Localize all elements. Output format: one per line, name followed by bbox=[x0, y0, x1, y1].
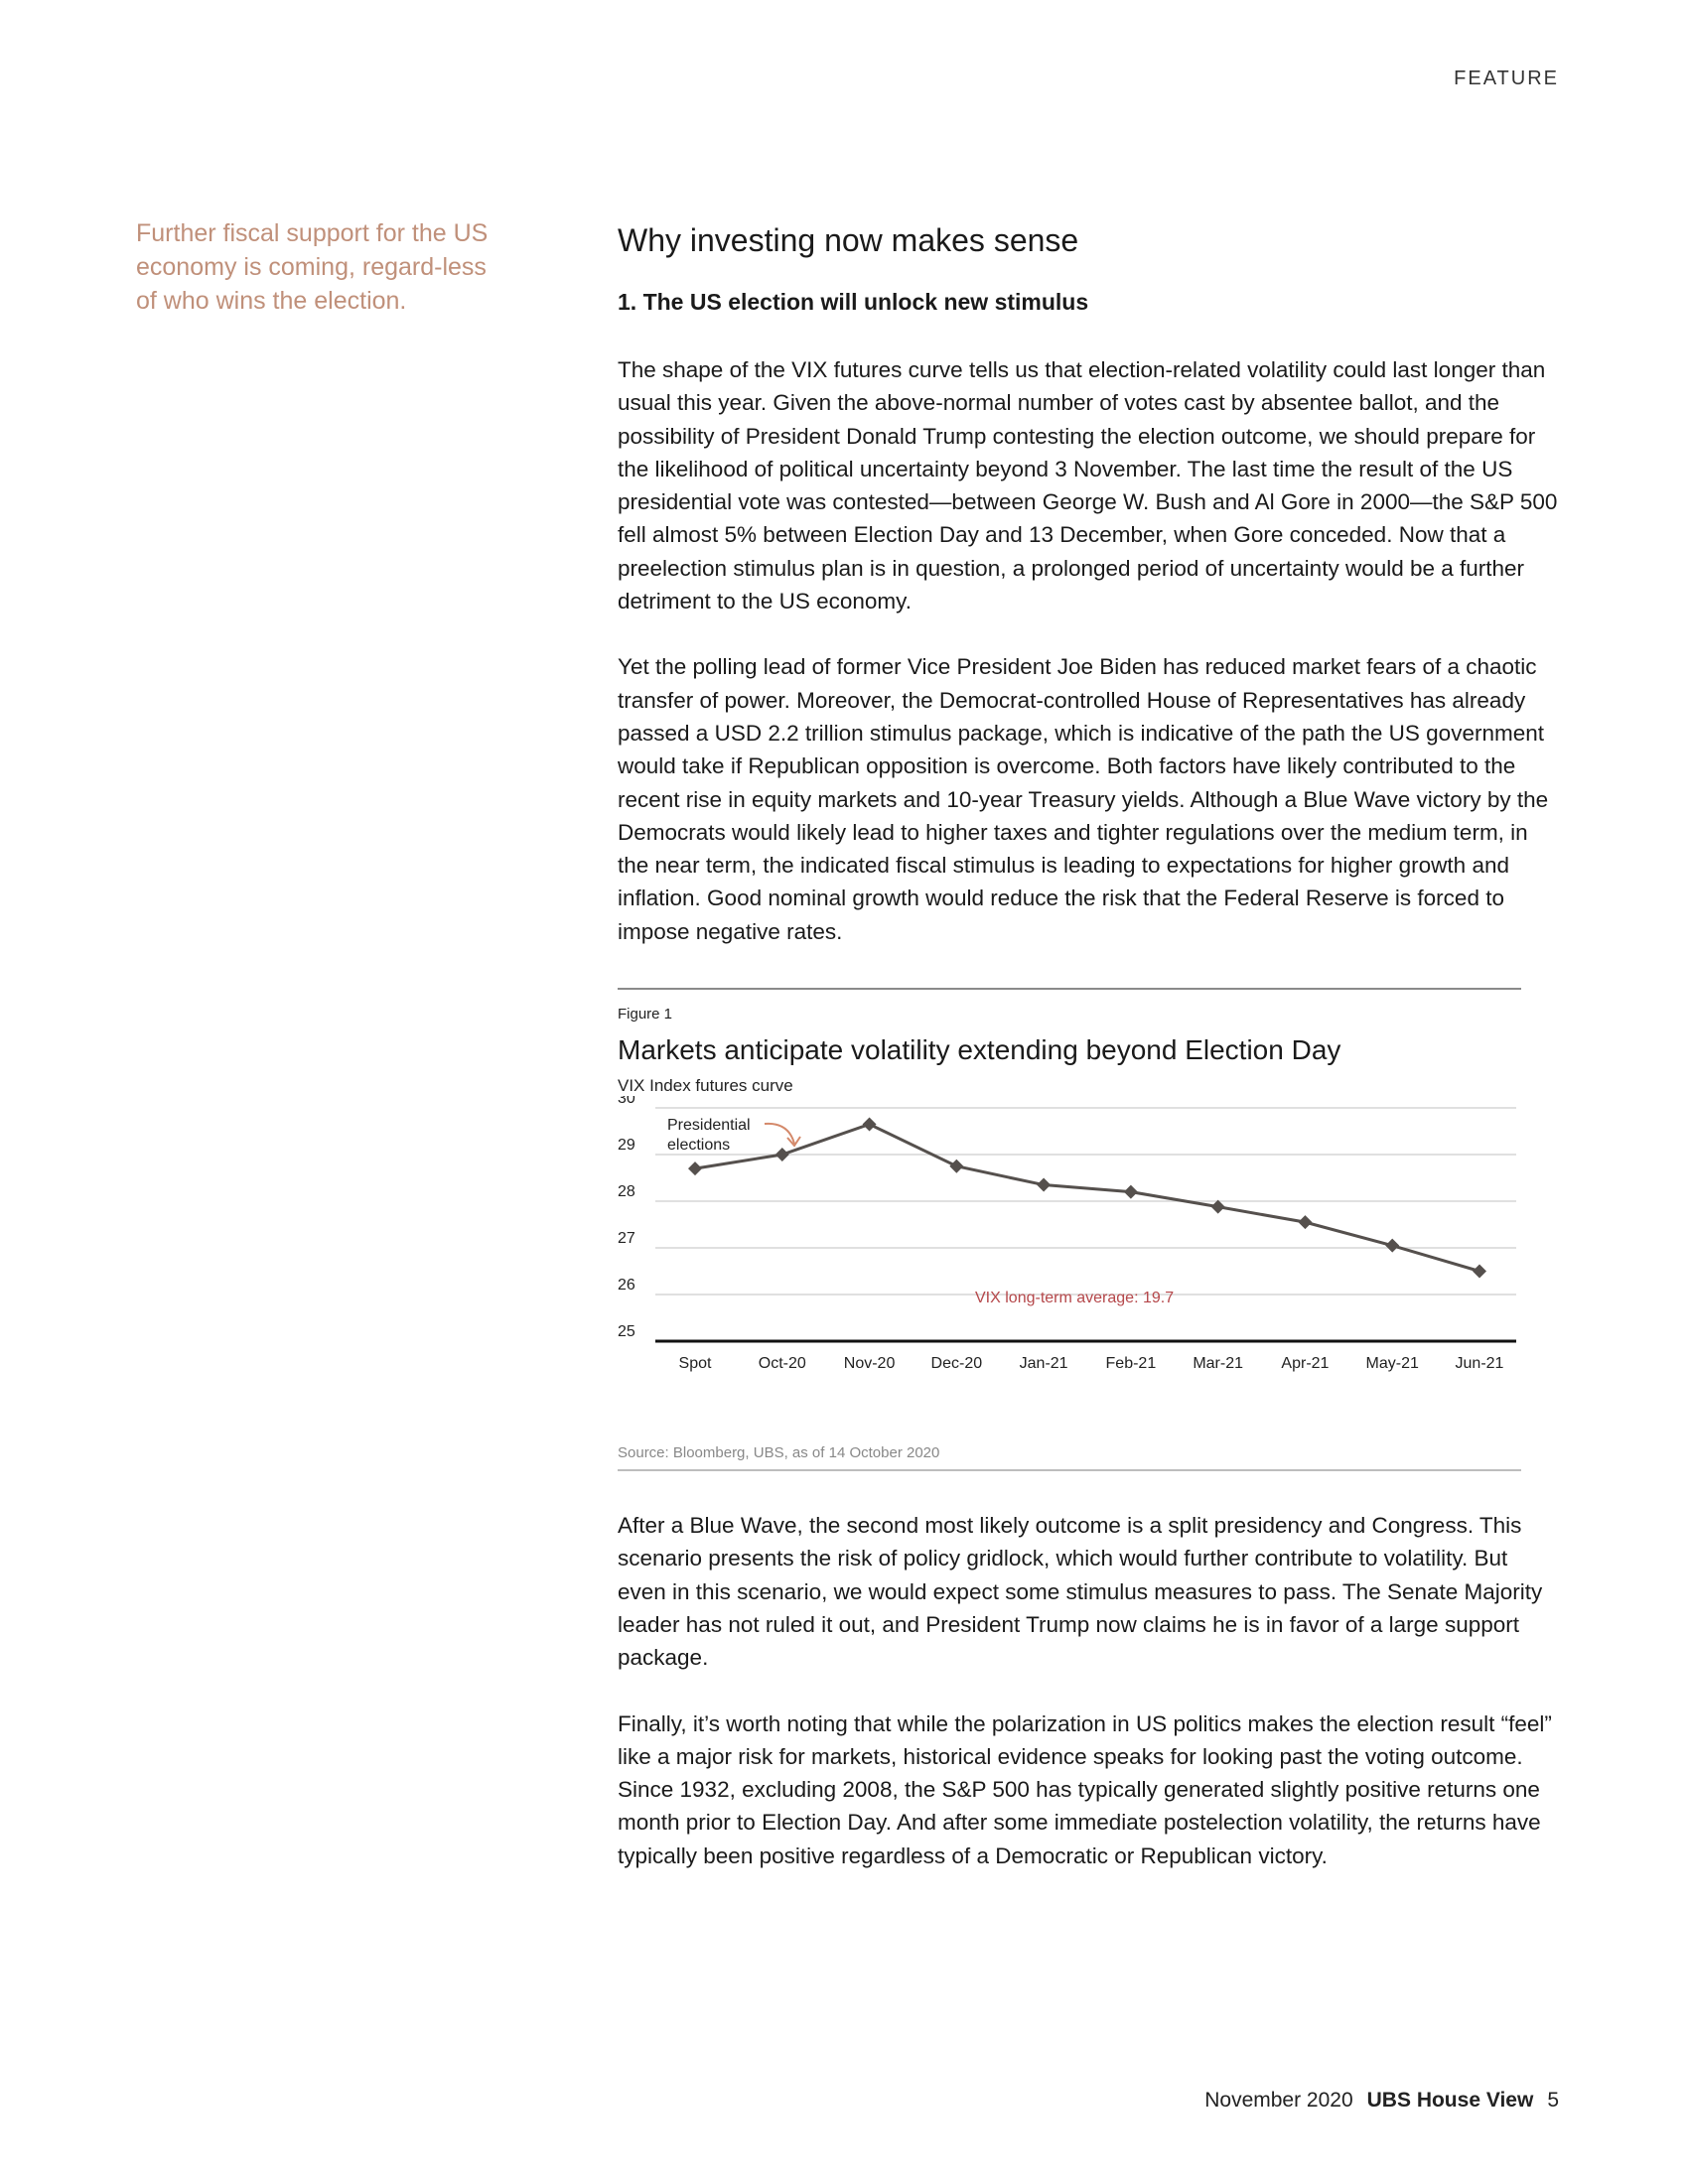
average-annotation: VIX long-term average: 19.7 bbox=[975, 1290, 1175, 1307]
y-tick-label: 27 bbox=[618, 1230, 635, 1248]
x-tick-label: Nov-20 bbox=[843, 1355, 896, 1373]
x-tick-label: Feb-21 bbox=[1105, 1355, 1157, 1373]
paragraph: The shape of the VIX futures curve tells us that election-related volatility could last longer than usual this year. Given the above-normal number of votes cast by absentee ballot, and the possibility of President Donald Trump contesting the election outcome, we should prepare for the likelihood of political uncertainty beyond 3 November. The last time the result of the US presidential vote was contested—between George W. Bush and Al Gore in 2000—the S&P 500 fell almost 5% between Election Day and 13 December, when Gore conceded. Now that a preelection stimulus plan is in question, a prolonged period of uncertainty would be a further detriment to the US economy. bbox=[618, 357, 1558, 614]
data-point bbox=[1037, 1178, 1051, 1192]
y-tick-label: 28 bbox=[618, 1183, 635, 1201]
data-point bbox=[949, 1160, 963, 1173]
x-tick-label: Dec-20 bbox=[930, 1355, 983, 1373]
x-tick-label: Jun-21 bbox=[1455, 1355, 1504, 1373]
chart-subtitle: VIX Index futures curve bbox=[618, 1076, 793, 1096]
data-point bbox=[863, 1117, 877, 1131]
y-tick-label: 29 bbox=[618, 1137, 635, 1155]
data-point bbox=[1473, 1265, 1486, 1279]
annotation-label: Presidential bbox=[667, 1117, 751, 1135]
x-tick-label: Mar-21 bbox=[1193, 1355, 1244, 1373]
main-column bbox=[618, 222, 1561, 1905]
paragraph: Yet the polling lead of former Vice President Joe Biden has reduced market fears of a chaotic transfer of power. Moreover, the Democrat-controlled House of Representatives has already passed a USD 2.2 trillion stimulus package, which is indicative of the path the US government would take if Republican opposition is overcome. Both factors have likely contributed to the recent rise in equity markets and 10-year Treasury yields. Although a Blue Wave victory by the Democrats would likely lead to higher taxes and tighter regulations over the medium term, in the near term, the indicated fiscal stimulus is leading to expectations for higher growth and inflation. Good nominal growth would reduce the risk that the Federal Reserve is forced to impose negative rates. bbox=[618, 654, 1549, 944]
data-point bbox=[1124, 1185, 1138, 1199]
paragraph: After a Blue Wave, the second most likely outcome is a split presidency and Congress. This scenario presents the risk of policy gridlock, which would further contribute to volatility. But even in this scenario, we would expect some stimulus measures to pass. The Senate Majority leader has not ruled it out, and President Trump now claims he is in favor of a large support package. bbox=[618, 1513, 1543, 1671]
pull-quote: Further fiscal support for the US economy is coming, regard-less of who wins the election. bbox=[136, 219, 489, 315]
x-tick-label: Oct-20 bbox=[758, 1355, 806, 1373]
x-tick-label: Apr-21 bbox=[1281, 1355, 1330, 1373]
section-title: Why investing now makes sense bbox=[618, 222, 1079, 258]
data-point bbox=[775, 1148, 789, 1161]
figure-label: Figure 1 bbox=[618, 1006, 673, 1024]
y-tick-label: 25 bbox=[618, 1323, 635, 1341]
data-point bbox=[1385, 1239, 1399, 1253]
y-tick-label: 30 bbox=[618, 1096, 635, 1108]
footer-brand: UBS House View bbox=[1366, 2089, 1534, 2112]
figure-source: Source: Bloomberg, UBS, as of 14 October 2020 bbox=[618, 1444, 940, 1462]
series-line bbox=[695, 1124, 1479, 1271]
data-point bbox=[1298, 1215, 1312, 1229]
section-label: FEATURE bbox=[1454, 68, 1559, 89]
line-chart bbox=[618, 1096, 1521, 1433]
data-point bbox=[688, 1161, 702, 1175]
chart-title: Markets anticipate volatility extending beyond Election Day bbox=[618, 1034, 1341, 1066]
paragraph: Finally, it’s worth noting that while the polarization in US politics makes the election result “feel” like a major risk for markets, historical evidence speaks for looking past the voting outcome. Since 1932, excluding 2008, the S&P 500 has typically generated slightly positive returns one month prior to Election Day. And after some immediate postelection volatility, the returns have typically been positive regardless of a Democratic or Republican victory. bbox=[618, 1710, 1552, 1868]
annotation-label: elections bbox=[667, 1137, 731, 1155]
page-footer bbox=[1204, 2089, 1559, 2113]
figure bbox=[618, 988, 1521, 1471]
subheading: 1. The US election will unlock new stimulus bbox=[618, 289, 1089, 315]
x-tick-label: May-21 bbox=[1365, 1355, 1419, 1373]
x-tick-label: Spot bbox=[678, 1355, 712, 1373]
y-tick-label: 26 bbox=[618, 1277, 635, 1295]
page-number: 5 bbox=[1547, 2089, 1559, 2112]
footer-date: November 2020 bbox=[1204, 2089, 1353, 2112]
x-tick-label: Jan-21 bbox=[1019, 1355, 1068, 1373]
